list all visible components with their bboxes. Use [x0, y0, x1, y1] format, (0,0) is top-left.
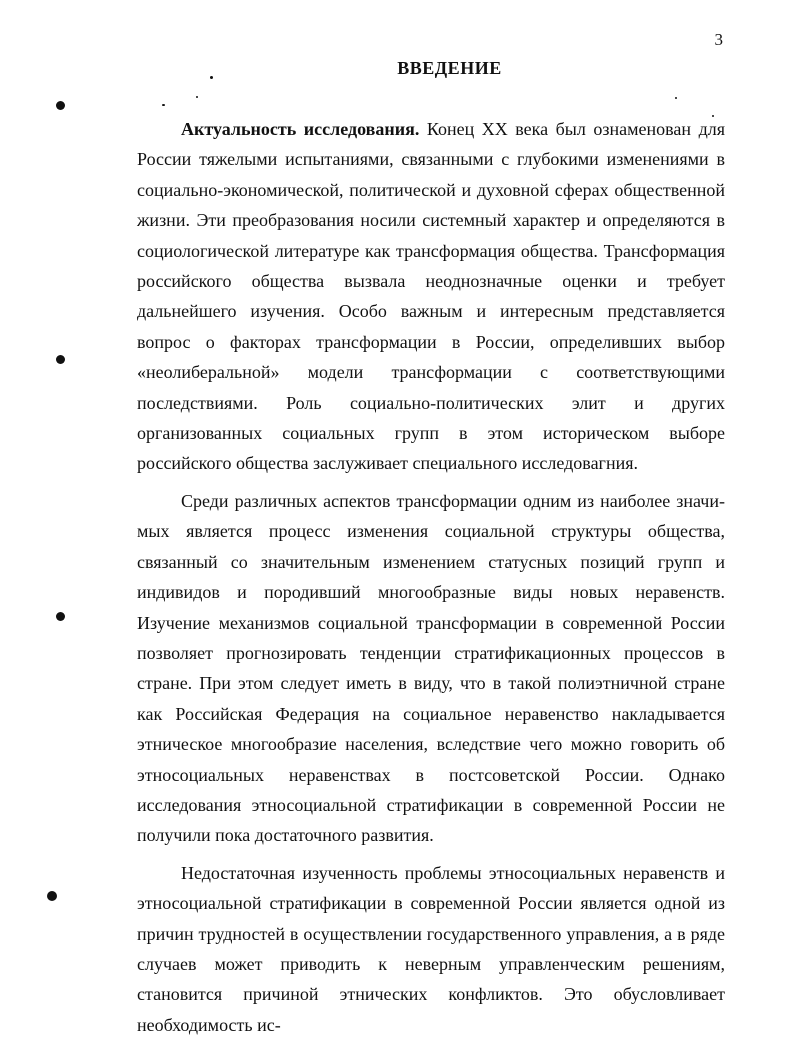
paragraph-insufficient-study — [137, 858, 725, 1040]
page-title: ВВЕДЕНИЕ — [397, 58, 502, 78]
paragraph-text: Недостаточная изученность проблемы этносоциальных неравенств и этносоциальной стратификации в современной России является одной из причин трудностей в осуществлении государственного управления, а в ряде случаев может приводить к неверным управленческим решениям, становится причиной этнических конфликтов. Это обусловливает необходимость ис- — [137, 862, 725, 1035]
paragraph-text: Среди различных аспектов трансформации одним из наиболее значимых является процесс изменения социальной структуры общества, связанный со значительным изменением статусных позиций групп и индивидов и породивший многообразные виды новых неравенств. Изучение механизмов социальной трансформации в современной России позволяет прогнозировать тенденции стратификационных процессов в стране. При этом следует иметь в виду, что в такой полиэтничной стране как Российская Федерация на социальное неравенство накладывается этническое многообразие населения, вследствие чего можно говорить об этносоциальных неравенствах в постсоветской России. Однако исследования этносоциальной стратификации в современной России не получили пока достаточного развития. — [137, 490, 725, 846]
scan-speck — [47, 891, 57, 901]
scan-speck — [675, 97, 677, 99]
scan-speck — [56, 612, 65, 621]
page-number: 3 — [714, 30, 723, 49]
scan-speck — [162, 104, 165, 106]
scan-speck — [56, 355, 65, 364]
scan-speck — [210, 76, 213, 79]
scan-speck — [196, 96, 198, 98]
paragraph-text: Конец XX века был ознаменован для России тяжелыми испытаниями, связанными с глубокими изменениями в социально-экономической, политической и духовной сферах общественной жизни. Эти преобразования носили системный характер и определяются в социологической литературе как трансформация общества. Трансформация российского общества вызвала неоднозначные оценки и требует дальнейшего изучения. Особо важным и интересным представляется вопрос о факторах трансформации в России, определивших выбор «неолиберальной» модели трансформации с соответствующими последствиями. Роль социально-политических элит и других организованных социальных групп в этом историческом выборе российского общества заслуживает специального исследовагния. — [137, 119, 725, 474]
document-body — [137, 114, 725, 1047]
scan-speck — [712, 115, 714, 117]
paragraph-lead: Актуальность исследования. — [181, 119, 420, 139]
paragraph-relevance — [137, 114, 725, 479]
paragraph-transformation — [137, 486, 725, 851]
scan-speck — [56, 101, 65, 110]
